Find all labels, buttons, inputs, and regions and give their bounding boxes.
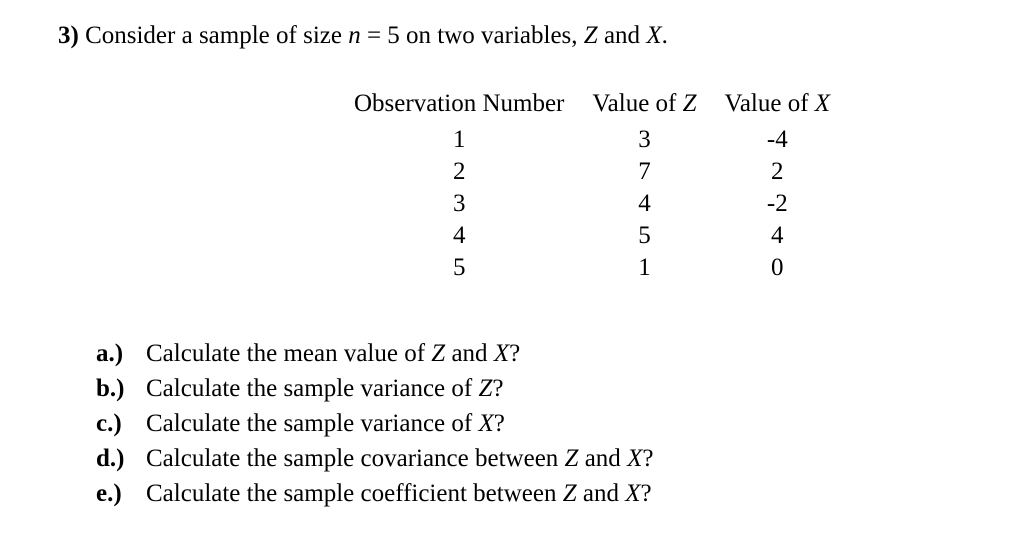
cell-observation: 1 bbox=[452, 126, 466, 153]
list-item bbox=[96, 371, 653, 406]
problem-statement bbox=[58, 20, 668, 52]
cell-x: 0 bbox=[771, 254, 784, 281]
list-item bbox=[96, 336, 653, 371]
problem-text-period: . bbox=[661, 22, 668, 49]
table-row bbox=[340, 188, 844, 220]
variable-n: n bbox=[348, 22, 361, 49]
column-header-value-z-symbol: Z bbox=[682, 90, 697, 117]
questions-list bbox=[96, 336, 653, 511]
question-text-d: Calculate the sample covariance between Z and X? bbox=[146, 445, 654, 472]
cell-z: 5 bbox=[638, 222, 651, 249]
table-row bbox=[340, 156, 844, 188]
column-header-value-x-symbol: X bbox=[814, 90, 831, 117]
cell-z: 1 bbox=[638, 254, 651, 281]
question-label-d: d.) bbox=[96, 445, 125, 472]
question-label-a: a.) bbox=[96, 340, 124, 367]
column-header-value-x bbox=[711, 90, 845, 124]
question-text-a: Calculate the mean value of Z and X? bbox=[146, 340, 521, 367]
problem-text-before: Consider a sample of size bbox=[85, 22, 349, 49]
question-text-b: Calculate the sample variance of Z? bbox=[146, 375, 504, 402]
question-label-b: b.) bbox=[96, 375, 125, 402]
table-row bbox=[340, 252, 844, 284]
column-header-observation bbox=[340, 90, 578, 124]
question-text-c: Calculate the sample variance of X? bbox=[146, 410, 505, 437]
problem-number: 3) bbox=[58, 22, 79, 49]
question-label-e: e.) bbox=[96, 480, 122, 507]
question-text-e: Calculate the sample coefficient between Z and X? bbox=[146, 480, 652, 507]
table-row bbox=[340, 220, 844, 252]
problem-text-equals: = 5 on two variables, bbox=[360, 22, 584, 49]
list-item bbox=[96, 441, 653, 476]
column-header-value-z bbox=[578, 90, 710, 124]
problem-text-and: and bbox=[597, 22, 647, 49]
cell-x: -4 bbox=[766, 126, 788, 153]
cell-observation: 2 bbox=[452, 158, 466, 185]
list-item bbox=[96, 406, 653, 441]
cell-x: 2 bbox=[771, 158, 784, 185]
variable-x: X bbox=[646, 22, 662, 49]
cell-x: -2 bbox=[766, 190, 788, 217]
column-header-value-z-label: Value of bbox=[592, 90, 683, 117]
table-header-row bbox=[340, 90, 844, 124]
cell-z: 3 bbox=[638, 126, 651, 153]
cell-x: 4 bbox=[771, 222, 784, 249]
cell-z: 4 bbox=[638, 190, 651, 217]
cell-z: 7 bbox=[638, 158, 651, 185]
column-header-observation-label: Observation Number bbox=[354, 90, 565, 117]
cell-observation: 3 bbox=[452, 190, 466, 217]
list-item bbox=[96, 476, 653, 511]
column-header-value-x-label: Value of bbox=[724, 90, 815, 117]
cell-observation: 5 bbox=[452, 254, 466, 281]
data-table bbox=[340, 90, 844, 284]
cell-observation: 4 bbox=[452, 222, 466, 249]
table-row bbox=[340, 124, 844, 156]
question-label-c: c.) bbox=[96, 410, 122, 437]
variable-z: Z bbox=[583, 22, 598, 49]
